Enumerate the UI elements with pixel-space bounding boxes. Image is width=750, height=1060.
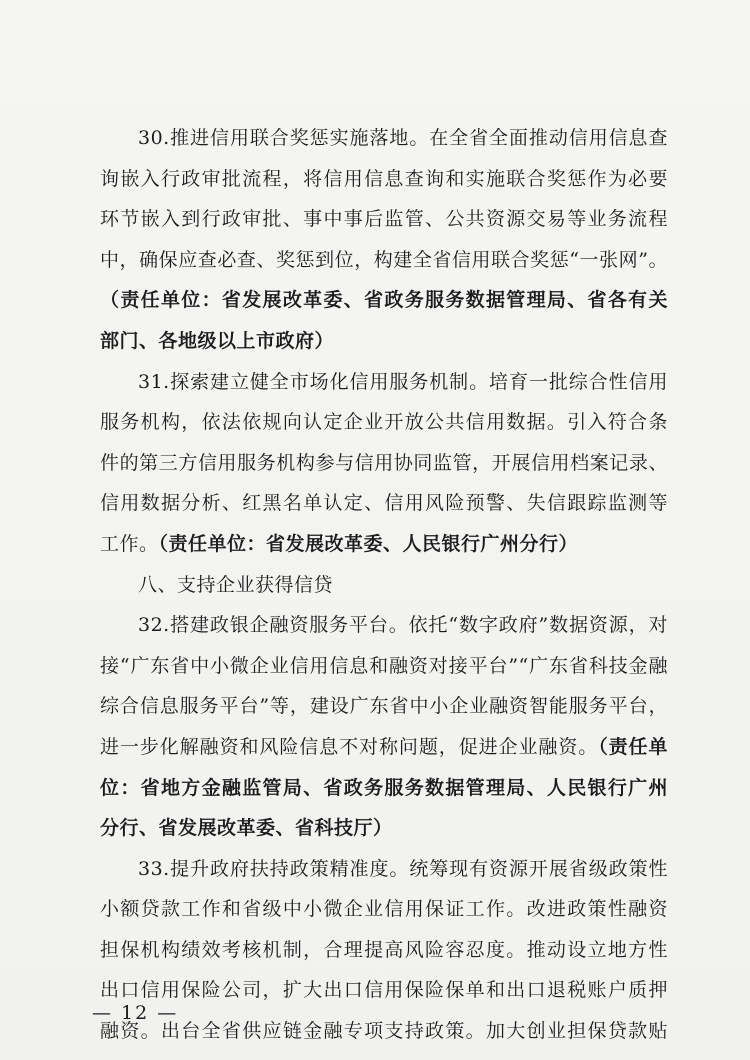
text-line [100,443,668,484]
page-number: — 12 — [92,1002,179,1024]
body-text: 环节嵌入到行政审批、事中事后监管、公共资源交易等业务流程 [100,208,668,231]
body-text: 件的第三方信用服务机构参与信用协同监管，开展信用档案记录、 [100,451,668,474]
text-line [100,524,668,565]
paragraph [100,849,668,1052]
body-text: 32.搭建政银企融资服务平台。依托“数字政府”数据资源，对 [138,614,668,637]
responsible-units-text: （责任单 [598,735,668,758]
text-line [100,118,668,159]
text-line [100,808,668,849]
body-text: 综合信息服务平台”等，建设广东省中小企业融资智能服务平台， [100,695,668,718]
text-line [100,159,668,200]
section-heading [100,565,668,606]
body-text: 服务机构，依法依规向认定企业开放公共信用数据。引入符合条 [100,411,668,434]
responsible-units-text: 部门、各地级以上市政府） [100,329,335,352]
text-line [100,240,668,281]
body-text: 担保机构绩效考核机制，合理提高风险容忍度。推动设立地方性 [100,938,668,961]
text-line [100,1011,668,1052]
responsible-units-text: （责任单位：省发展改革委、人民银行广州分行） [158,532,579,555]
responsible-units-text: （责任单位：省发展改革委、省政务服务数据管理局、省各有关 [100,289,668,312]
text-line [100,483,668,524]
text-line [100,362,668,403]
paragraph [100,118,668,362]
paragraph [100,565,668,606]
text-line [100,321,668,362]
text-line [100,727,668,768]
body-text: 30.推进信用联合奖惩实施落地。 [138,127,430,149]
body-text: 出口信用保险公司，扩大出口信用保险保单和出口退税账户质押 [100,979,668,1002]
paragraph [100,605,668,849]
body-text: 中，确保应查必查、奖惩到位，构建全省信用联合奖惩“一张网”。 [100,248,668,271]
text-line [100,199,668,240]
text-line [100,646,668,687]
body-text: 在全省全面推动信用信息查 [429,127,668,149]
text-line [100,280,668,321]
text-line [100,970,668,1011]
paragraph [100,362,668,565]
body-text: 接“广东省中小微企业信用信息和融资对接平台”“广东省科技金融 [100,654,668,677]
body-text: 八、支持企业获得信贷 [138,573,334,596]
text-line [100,768,668,809]
responsible-units-text: 分行、省发展改革委、省科技厅） [100,817,393,840]
body-text: 询嵌入行政审批流程，将信用信息查询和实施联合奖惩作为必要 [100,167,668,190]
text-line [100,402,668,443]
text-line [100,686,668,727]
text-line [100,605,668,646]
text-line [100,889,668,930]
body-text: 小额贷款工作和省级中小微企业信用保证工作。改进政策性融资 [100,898,668,921]
document-body [100,118,668,1052]
body-text: 33.提升政府扶持政策精准度。统筹现有资源开展省级政策性 [138,857,668,880]
body-text: 融资。出台全省供应链金融专项支持政策。加大创业担保贷款贴 [100,1020,668,1043]
body-text: 工作。 [100,532,159,555]
text-line [100,849,668,890]
body-text: 信用数据分析、红黑名单认定、信用风险预警、失信跟踪监测等 [100,492,668,515]
body-text: 进一步化解融资和风险信息不对称问题，促进企业融资。 [100,735,599,758]
body-text: 31.探索建立健全市场化信用服务机制。培育一批综合性信用 [138,370,668,393]
responsible-units-text: 位：省地方金融监管局、省政务服务数据管理局、人民银行广州 [100,776,668,799]
text-line [100,930,668,971]
